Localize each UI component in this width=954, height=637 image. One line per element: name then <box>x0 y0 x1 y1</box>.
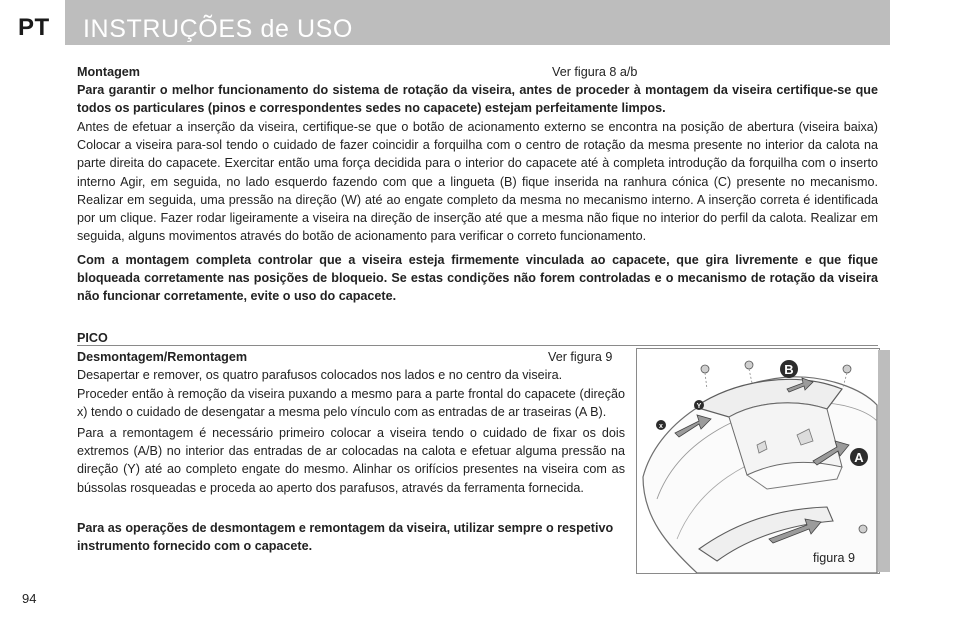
label-x: x <box>659 423 663 430</box>
page-title: INSTRUÇÕES de USO <box>83 15 353 43</box>
montagem-body: Antes de efetuar a inserção da viseira, certifique-se que o botão de acionamento externo se encontra na posição de abertura (viseira baixa) Colocar a viseira para-sol tendo o cuidado de fazer coincidir a forquilha com o centro de rotação da mesma presente no interior da calota na parte direita do capacete. Exercitar então uma força decidida para o interior do capacete até à completa introdução da forquilha com o inserto interno Agir, em seguida, no lado esquerdo fazendo com que a lingueta (B) fique inserida na ranhura cónica (C) presente no mecanismo. Realizar em seguida, uma pressão na direção (W) até ao engate completo da mesma no mecanismo interno. A inserção correta é identificada por um clique. Fazer rodar ligeiramente a viseira na direção de inserção até que a mesma não fique no interior do perfil da calota. Realizar em seguida, alguns movimentos através do botão de acionamento para verificar o correto funcionamento. <box>77 120 878 244</box>
pico-figure-ref: Ver figura 9 <box>548 350 613 364</box>
montagem-figure-ref: Ver figura 8 a/b <box>552 65 638 79</box>
page-number: 94 <box>22 591 37 606</box>
label-y: Y <box>696 403 702 410</box>
pico-subheading: Desmontagem/Remontagem <box>77 350 248 364</box>
pico-step-remove-screws: Desapertar e remover, os quatro parafusos colocados nos lados e no centro da viseira. <box>77 368 563 382</box>
language-code: PT <box>18 14 50 41</box>
helmet-peak-illustration <box>637 349 879 573</box>
pico-heading: PICO <box>77 331 108 345</box>
pico-tool-note: Para as operações de desmontagem e remontagem da viseira, utilizar sempre o respetivo instrumento fornecido com o capacete. <box>77 521 614 554</box>
side-tab <box>878 350 890 572</box>
montagem-heading: Montagem <box>77 65 140 79</box>
section-divider <box>77 345 878 346</box>
figure-caption: figura 9 <box>813 551 856 565</box>
pico-refit-text: Para a remontagem é necessário primeiro colocar a viseira tendo o cuidado de fixar os dois extremos (A/B) no interior das entradas de ar colocadas na calota e efetuar alguma pressão na direção (Y) até ao completo engate do mesmo. Alinhar os orifícios presentes na viseira com as bússolas rosqueadas e proceda ao aperto dos parafusos, através da ferramenta fornecida. <box>77 426 625 495</box>
montagem-warning: Com a montagem completa controlar que a viseira esteja firmemente vinculada ao capacete, que gira livremente e que fique bloqueada corretamente nas posições de bloqueio. Se estas condições não forem controladas e o mecanismo de rotação da viseira não funcionar corretamente, evite o uso do capacete. <box>77 253 878 304</box>
title-banner <box>65 0 890 45</box>
montagem-intro: Para garantir o melhor funcionamento do sistema de rotação da viseira, antes de proceder à montagem da viseira certifique-se que todos os particulares (pinos e correspondentes sedes no capacete) estejam perfeitamente limpos. <box>77 83 878 116</box>
label-b: B <box>784 362 794 377</box>
figure-9 <box>636 348 880 574</box>
pico-removal-text: Proceder então à remoção da viseira puxando a mesmo para a parte frontal do capacete (direção x) tendo o cuidado de desengatar a mesma pelo vínculo com as entradas de ar traseiras (A B). <box>77 387 625 420</box>
label-a: A <box>854 450 864 465</box>
